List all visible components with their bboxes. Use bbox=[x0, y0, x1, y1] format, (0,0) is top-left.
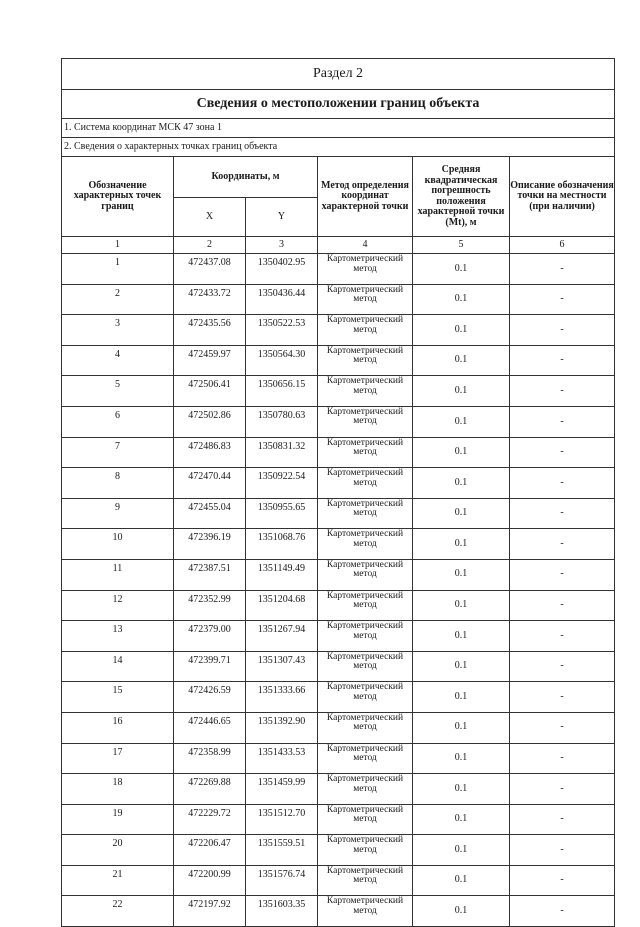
method-cell: Картометрический метод bbox=[318, 774, 413, 805]
x-coordinate-cell: 472426.59 bbox=[174, 682, 246, 713]
description-cell: - bbox=[510, 529, 615, 560]
error-cell: 0.1 bbox=[413, 896, 510, 927]
y-coordinate-cell: 1351512.70 bbox=[246, 804, 318, 835]
points-info-line: 2. Сведения о характерных точках границ объекта bbox=[62, 138, 615, 157]
point-number-cell: 12 bbox=[62, 590, 174, 621]
description-cell: - bbox=[510, 896, 615, 927]
error-cell: 0.1 bbox=[413, 651, 510, 682]
table-row bbox=[62, 712, 615, 743]
table-row bbox=[62, 774, 615, 805]
x-coordinate-cell: 472387.51 bbox=[174, 559, 246, 590]
method-cell: Картометрический метод bbox=[318, 345, 413, 376]
y-coordinate-cell: 1350780.63 bbox=[246, 406, 318, 437]
point-number-cell: 17 bbox=[62, 743, 174, 774]
table-row bbox=[62, 590, 615, 621]
x-coordinate-cell: 472399.71 bbox=[174, 651, 246, 682]
table-row bbox=[62, 315, 615, 346]
error-cell: 0.1 bbox=[413, 437, 510, 468]
document-heading: Сведения о местоположении границ объекта bbox=[62, 90, 615, 119]
point-number-cell: 5 bbox=[62, 376, 174, 407]
x-coordinate-cell: 472379.00 bbox=[174, 621, 246, 652]
description-cell: - bbox=[510, 437, 615, 468]
method-cell: Картометрический метод bbox=[318, 743, 413, 774]
y-coordinate-cell: 1351068.76 bbox=[246, 529, 318, 560]
method-cell: Картометрический метод bbox=[318, 712, 413, 743]
table-row bbox=[62, 254, 615, 285]
point-number-cell: 14 bbox=[62, 651, 174, 682]
point-number-cell: 18 bbox=[62, 774, 174, 805]
table-row bbox=[62, 682, 615, 713]
y-coordinate-cell: 1350564.30 bbox=[246, 345, 318, 376]
description-cell: - bbox=[510, 835, 615, 866]
error-cell: 0.1 bbox=[413, 254, 510, 285]
method-cell: Картометрический метод bbox=[318, 376, 413, 407]
description-cell: - bbox=[510, 254, 615, 285]
point-number-cell: 19 bbox=[62, 804, 174, 835]
y-coordinate-cell: 1351392.90 bbox=[246, 712, 318, 743]
table-row bbox=[62, 437, 615, 468]
x-coordinate-cell: 472229.72 bbox=[174, 804, 246, 835]
error-cell: 0.1 bbox=[413, 345, 510, 376]
col-header-method: Метод определения координат характерной точки bbox=[318, 157, 413, 237]
table-row bbox=[62, 896, 615, 927]
y-coordinate-cell: 1350922.54 bbox=[246, 468, 318, 499]
error-cell: 0.1 bbox=[413, 835, 510, 866]
description-cell: - bbox=[510, 284, 615, 315]
point-number-cell: 4 bbox=[62, 345, 174, 376]
y-coordinate-cell: 1351307.43 bbox=[246, 651, 318, 682]
point-number-cell: 2 bbox=[62, 284, 174, 315]
y-coordinate-cell: 1351576.74 bbox=[246, 865, 318, 896]
method-cell: Картометрический метод bbox=[318, 896, 413, 927]
error-cell: 0.1 bbox=[413, 774, 510, 805]
table-row bbox=[62, 376, 615, 407]
col-header-error: Средняя квадратическая погрешность положения характерной точки (Mt), м bbox=[413, 157, 510, 237]
y-coordinate-cell: 1351149.49 bbox=[246, 559, 318, 590]
x-coordinate-cell: 472455.04 bbox=[174, 498, 246, 529]
x-coordinate-cell: 472200.99 bbox=[174, 865, 246, 896]
y-coordinate-cell: 1351603.35 bbox=[246, 896, 318, 927]
x-coordinate-cell: 472459.97 bbox=[174, 345, 246, 376]
method-cell: Картометрический метод bbox=[318, 254, 413, 285]
description-cell: - bbox=[510, 498, 615, 529]
point-number-cell: 1 bbox=[62, 254, 174, 285]
description-cell: - bbox=[510, 315, 615, 346]
point-number-cell: 11 bbox=[62, 559, 174, 590]
point-number-cell: 16 bbox=[62, 712, 174, 743]
y-coordinate-cell: 1350402.95 bbox=[246, 254, 318, 285]
table-row bbox=[62, 406, 615, 437]
point-number-cell: 6 bbox=[62, 406, 174, 437]
error-cell: 0.1 bbox=[413, 468, 510, 499]
point-number-cell: 15 bbox=[62, 682, 174, 713]
x-coordinate-cell: 472433.72 bbox=[174, 284, 246, 315]
x-coordinate-cell: 472470.44 bbox=[174, 468, 246, 499]
method-cell: Картометрический метод bbox=[318, 682, 413, 713]
table-row bbox=[62, 559, 615, 590]
y-coordinate-cell: 1350656.15 bbox=[246, 376, 318, 407]
description-cell: - bbox=[510, 743, 615, 774]
table-row bbox=[62, 468, 615, 499]
y-coordinate-cell: 1351459.99 bbox=[246, 774, 318, 805]
method-cell: Картометрический метод bbox=[318, 621, 413, 652]
x-coordinate-cell: 472502.86 bbox=[174, 406, 246, 437]
x-coordinate-cell: 472486.83 bbox=[174, 437, 246, 468]
col-number: 5 bbox=[413, 237, 510, 254]
error-cell: 0.1 bbox=[413, 712, 510, 743]
error-cell: 0.1 bbox=[413, 590, 510, 621]
table-row bbox=[62, 284, 615, 315]
error-cell: 0.1 bbox=[413, 682, 510, 713]
description-cell: - bbox=[510, 804, 615, 835]
error-cell: 0.1 bbox=[413, 284, 510, 315]
description-cell: - bbox=[510, 559, 615, 590]
point-number-cell: 3 bbox=[62, 315, 174, 346]
description-cell: - bbox=[510, 682, 615, 713]
table-row bbox=[62, 743, 615, 774]
table-row bbox=[62, 345, 615, 376]
method-cell: Картометрический метод bbox=[318, 468, 413, 499]
table-row bbox=[62, 621, 615, 652]
table-row bbox=[62, 498, 615, 529]
x-coordinate-cell: 472435.56 bbox=[174, 315, 246, 346]
x-coordinate-cell: 472437.08 bbox=[174, 254, 246, 285]
x-coordinate-cell: 472206.47 bbox=[174, 835, 246, 866]
y-coordinate-cell: 1351267.94 bbox=[246, 621, 318, 652]
col-number: 2 bbox=[174, 237, 246, 254]
description-cell: - bbox=[510, 376, 615, 407]
method-cell: Картометрический метод bbox=[318, 437, 413, 468]
error-cell: 0.1 bbox=[413, 743, 510, 774]
x-coordinate-cell: 472446.65 bbox=[174, 712, 246, 743]
description-cell: - bbox=[510, 865, 615, 896]
x-coordinate-cell: 472352.99 bbox=[174, 590, 246, 621]
x-coordinate-cell: 472197.92 bbox=[174, 896, 246, 927]
method-cell: Картометрический метод bbox=[318, 651, 413, 682]
description-cell: - bbox=[510, 468, 615, 499]
boundary-points-table bbox=[61, 58, 615, 927]
method-cell: Картометрический метод bbox=[318, 559, 413, 590]
col-number: 4 bbox=[318, 237, 413, 254]
col-header-desc: Описание обозначения точки на местности (при наличии) bbox=[510, 157, 615, 237]
point-number-cell: 13 bbox=[62, 621, 174, 652]
col-number: 6 bbox=[510, 237, 615, 254]
error-cell: 0.1 bbox=[413, 315, 510, 346]
table-row bbox=[62, 835, 615, 866]
col-number: 1 bbox=[62, 237, 174, 254]
point-number-cell: 7 bbox=[62, 437, 174, 468]
method-cell: Картометрический метод bbox=[318, 284, 413, 315]
method-cell: Картометрический метод bbox=[318, 406, 413, 437]
description-cell: - bbox=[510, 406, 615, 437]
method-cell: Картометрический метод bbox=[318, 498, 413, 529]
description-cell: - bbox=[510, 345, 615, 376]
method-cell: Картометрический метод bbox=[318, 315, 413, 346]
x-coordinate-cell: 472269.88 bbox=[174, 774, 246, 805]
point-number-cell: 8 bbox=[62, 468, 174, 499]
description-cell: - bbox=[510, 590, 615, 621]
table-row bbox=[62, 804, 615, 835]
point-number-cell: 21 bbox=[62, 865, 174, 896]
table-row bbox=[62, 651, 615, 682]
description-cell: - bbox=[510, 774, 615, 805]
error-cell: 0.1 bbox=[413, 529, 510, 560]
col-header-point: Обозначение характерных точек границ bbox=[62, 157, 174, 237]
method-cell: Картометрический метод bbox=[318, 804, 413, 835]
method-cell: Картометрический метод bbox=[318, 529, 413, 560]
y-coordinate-cell: 1351204.68 bbox=[246, 590, 318, 621]
col-header-y: Y bbox=[246, 198, 318, 237]
col-header-coords: Координаты, м bbox=[174, 157, 318, 198]
table-row bbox=[62, 529, 615, 560]
x-coordinate-cell: 472358.99 bbox=[174, 743, 246, 774]
error-cell: 0.1 bbox=[413, 498, 510, 529]
error-cell: 0.1 bbox=[413, 559, 510, 590]
y-coordinate-cell: 1350955.65 bbox=[246, 498, 318, 529]
y-coordinate-cell: 1350831.32 bbox=[246, 437, 318, 468]
description-cell: - bbox=[510, 712, 615, 743]
point-number-cell: 20 bbox=[62, 835, 174, 866]
section-title: Раздел 2 bbox=[62, 59, 615, 90]
y-coordinate-cell: 1351333.66 bbox=[246, 682, 318, 713]
x-coordinate-cell: 472506.41 bbox=[174, 376, 246, 407]
method-cell: Картометрический метод bbox=[318, 835, 413, 866]
table-row bbox=[62, 865, 615, 896]
error-cell: 0.1 bbox=[413, 406, 510, 437]
point-number-cell: 9 bbox=[62, 498, 174, 529]
col-header-x: X bbox=[174, 198, 246, 237]
col-number: 3 bbox=[246, 237, 318, 254]
error-cell: 0.1 bbox=[413, 804, 510, 835]
description-cell: - bbox=[510, 651, 615, 682]
error-cell: 0.1 bbox=[413, 376, 510, 407]
point-number-cell: 10 bbox=[62, 529, 174, 560]
x-coordinate-cell: 472396.19 bbox=[174, 529, 246, 560]
y-coordinate-cell: 1350522.53 bbox=[246, 315, 318, 346]
y-coordinate-cell: 1350436.44 bbox=[246, 284, 318, 315]
description-cell: - bbox=[510, 621, 615, 652]
point-number-cell: 22 bbox=[62, 896, 174, 927]
coordinate-system-line: 1. Система координат МСК 47 зона 1 bbox=[62, 119, 615, 138]
error-cell: 0.1 bbox=[413, 865, 510, 896]
y-coordinate-cell: 1351559.51 bbox=[246, 835, 318, 866]
error-cell: 0.1 bbox=[413, 621, 510, 652]
method-cell: Картометрический метод bbox=[318, 865, 413, 896]
method-cell: Картометрический метод bbox=[318, 590, 413, 621]
y-coordinate-cell: 1351433.53 bbox=[246, 743, 318, 774]
